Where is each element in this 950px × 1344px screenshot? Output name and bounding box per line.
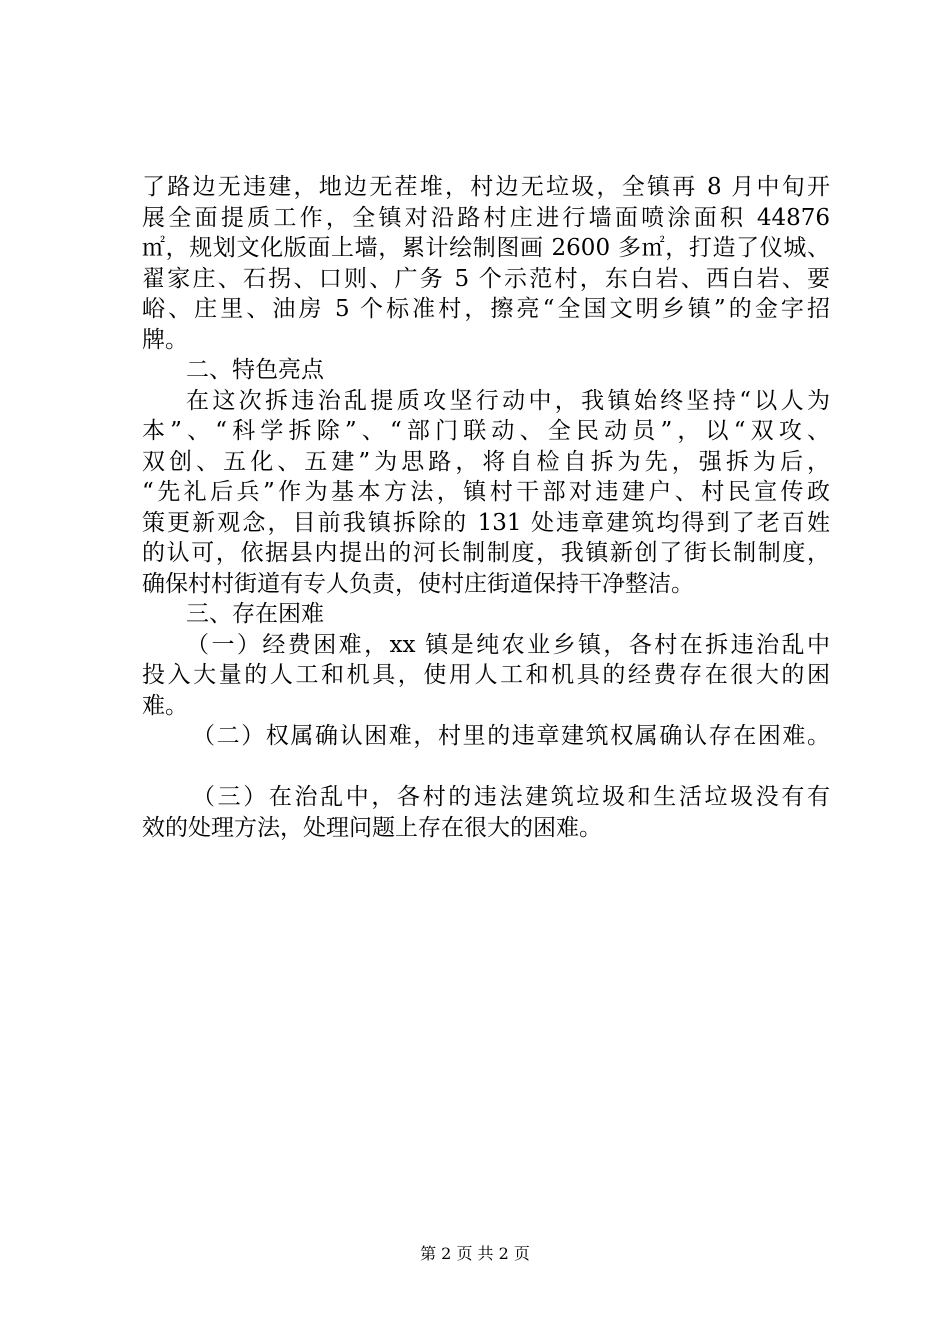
section-heading-difficulties: 三、存在困难 bbox=[186, 601, 324, 627]
paragraph-highlights bbox=[142, 386, 830, 600]
text-line: 牌。 bbox=[142, 326, 188, 353]
text-line: 翟家庄、石拐、口则、广务 5 个示范村，东白岩、西白岩、要 bbox=[142, 265, 830, 292]
text-line: 展全面提质工作，全镇对沿路村庄进行墙面喷涂面积 44876 bbox=[142, 204, 830, 231]
text-line: 难。 bbox=[142, 692, 188, 719]
text-line: 效的处理方法，处理问题上存在很大的困难。 bbox=[142, 814, 602, 841]
text-line: （一）经费困难，xx 镇是纯农业乡镇，各村在拆违治乱中 bbox=[186, 631, 830, 658]
text-line: （三）在治乱中，各村的违法建筑垃圾和生活垃圾没有有 bbox=[192, 784, 830, 810]
paragraph-intro-continued bbox=[142, 172, 830, 355]
text-line: 峪、庄里、油房 5 个标准村，擦亮“全国文明乡镇”的金字招 bbox=[142, 296, 830, 322]
text-line: 双创、五化、五建”为思路，将自检自拆为先，强拆为后， bbox=[142, 448, 830, 475]
paragraph-difficulty-ownership bbox=[142, 721, 830, 752]
text-line: （二）权属确认困难，村里的违章建筑权属确认存在困难。 bbox=[192, 723, 830, 749]
blank-line bbox=[142, 752, 830, 783]
text-line: 本”、“科学拆除”、“部门联动、全民动员”，以“双攻、 bbox=[142, 418, 830, 444]
text-line: 在这次拆违治乱提质攻坚行动中，我镇始终坚持“以人为 bbox=[186, 387, 830, 414]
text-line: 策更新观念，目前我镇拆除的 131 处违章建筑均得到了老百姓 bbox=[142, 509, 830, 536]
document-body bbox=[142, 172, 830, 843]
text-line: 了路边无违建，地边无茬堆，村边无垃圾，全镇再 8 月中旬开 bbox=[142, 174, 830, 200]
page-number-footer: 第 2 页 共 2 页 bbox=[420, 1244, 530, 1263]
text-line: 确保村村街道有专人负责，使村庄街道保持干净整洁。 bbox=[142, 570, 694, 597]
text-line: 的认可，依据县内提出的河长制制度，我镇新创了街长制制度， bbox=[142, 540, 830, 566]
section-heading-highlights: 二、特色亮点 bbox=[186, 357, 324, 383]
paragraph-difficulty-funding bbox=[142, 630, 830, 722]
text-line: ㎡，规划文化版面上墙，累计绘制图画 2600 多㎡，打造了仪城、 bbox=[142, 235, 830, 261]
text-line: “先礼后兵”作为基本方法，镇村干部对违建户、村民宣传政 bbox=[142, 479, 830, 505]
text-line: 投入大量的人工和机具，使用人工和机具的经费存在很大的困 bbox=[142, 662, 830, 688]
paragraph-difficulty-waste bbox=[142, 782, 830, 843]
